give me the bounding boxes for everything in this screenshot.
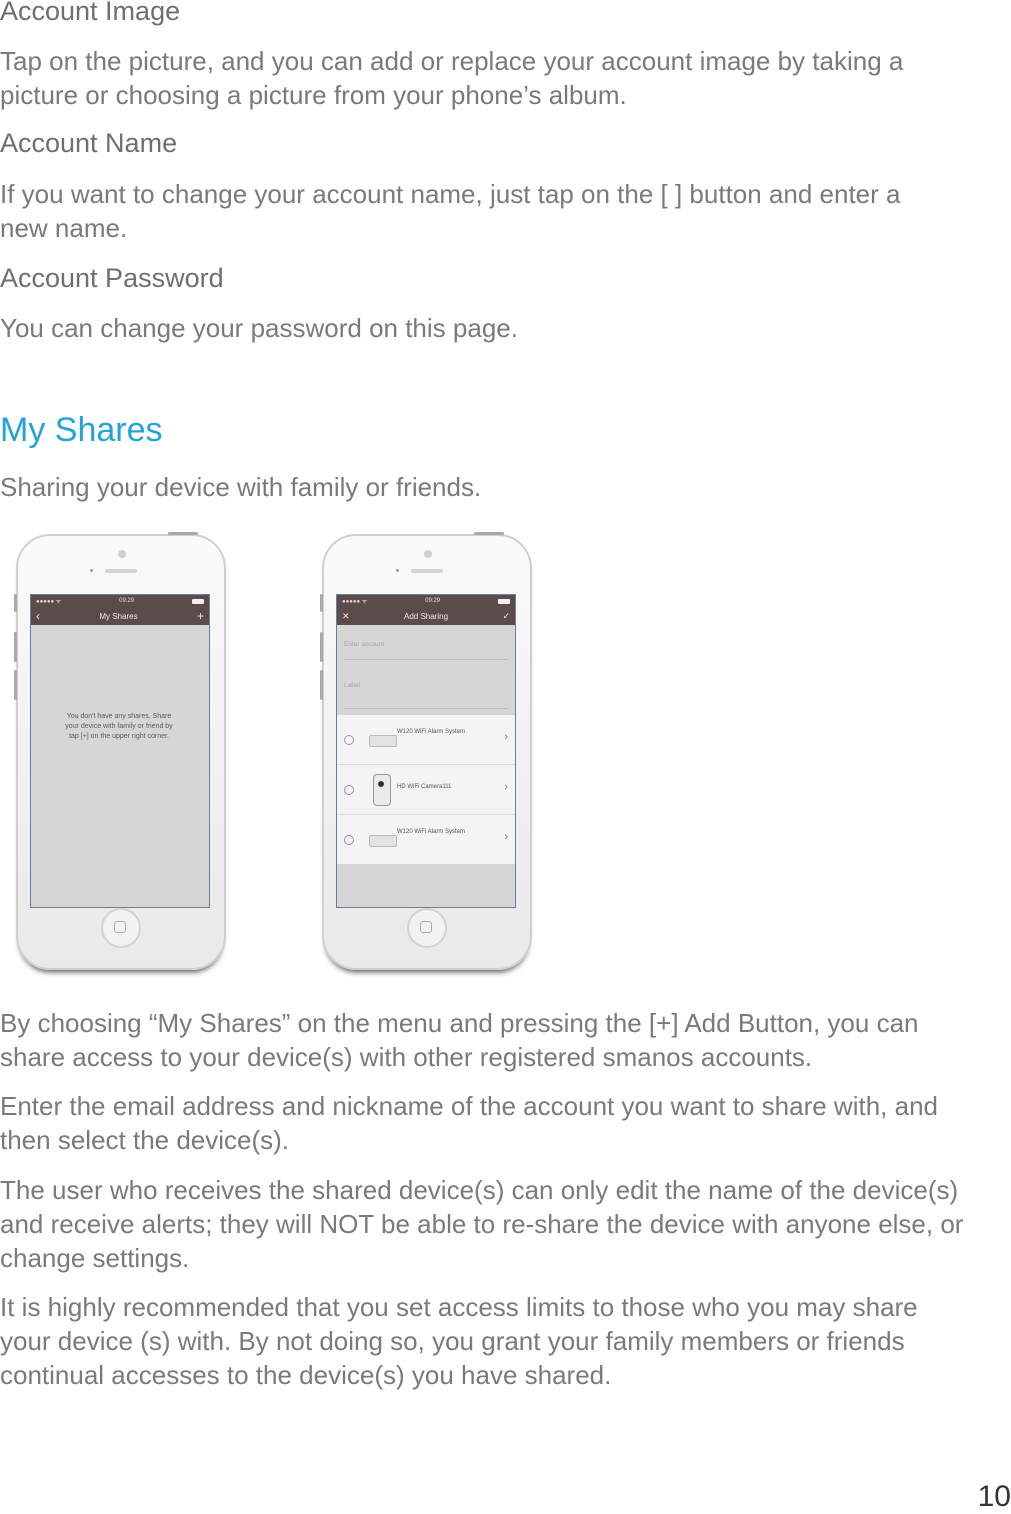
account-name-body-line2: new name. [0, 213, 128, 243]
para3-line1: The user who receives the shared device(s) can only edit the name of the device(s) [0, 1175, 959, 1205]
account-field[interactable]: Enter account [344, 625, 508, 660]
phone1-screen [30, 594, 210, 908]
para3-line2: and receive alerts; they will NOT be able to re-share the device with anyone else, or [0, 1209, 964, 1239]
nav-title: My Shares [99, 611, 138, 621]
nav-bar [31, 607, 209, 625]
radio-button[interactable] [344, 835, 354, 845]
para4-line3: continual accesses to the device(s) you have shared. [0, 1360, 612, 1390]
device-name: W120 WiFi Alarm System [397, 729, 466, 735]
para1-line2: share access to your device(s) with other registered smanos accounts. [0, 1042, 813, 1072]
list-item[interactable] [337, 815, 515, 864]
battery-icon [192, 599, 204, 604]
label-field[interactable]: Label [344, 660, 508, 709]
para4-line2: your device (s) with. By not doing so, you grant your family members or friends [0, 1326, 905, 1356]
para2-line1: Enter the email address and nickname of the account you want to share with, and [0, 1091, 938, 1121]
alarm-hub-icon [369, 735, 397, 747]
status-time: 09:29 [119, 598, 135, 604]
chevron-right-icon: › [504, 781, 508, 793]
para1-line1: By choosing “My Shares” on the menu and pressing the [+] Add Button, you can [0, 1008, 919, 1038]
status-bar [31, 595, 209, 607]
para4-line1: It is highly recommended that you set access limits to those who you may share [0, 1292, 918, 1322]
account-name-heading: Account Name [0, 128, 178, 158]
back-icon[interactable]: ‹ [36, 609, 40, 623]
alarm-hub-icon [369, 835, 397, 847]
status-time: 09:29 [425, 598, 441, 604]
earpiece-speaker [411, 569, 443, 573]
status-bar [337, 595, 515, 607]
signal-indicator: ●●●●● ᯤ [342, 599, 368, 605]
home-button [407, 908, 447, 948]
para3-line3: change settings. [0, 1243, 190, 1273]
chevron-right-icon: › [504, 731, 508, 743]
add-icon[interactable]: + [196, 609, 204, 623]
nav-title: Add Sharing [403, 611, 449, 621]
para2-line2: then select the device(s). [0, 1125, 290, 1155]
signal-indicator: ●●●●● ᯤ [36, 599, 62, 605]
battery-icon [498, 599, 510, 604]
camera-device-icon [373, 774, 391, 806]
phone-add-sharing [322, 534, 532, 970]
phone2-screen [336, 594, 516, 908]
earpiece-speaker [105, 569, 137, 573]
account-name-body-line1: If you want to change your account name, just tap on the [ ] button and enter a [0, 179, 901, 209]
front-camera [424, 550, 432, 558]
device-name: W120 WiFi Alarm System [397, 829, 466, 835]
nav-bar [337, 607, 515, 625]
my-shares-subtitle: Sharing your device with family or friends. [0, 472, 482, 502]
front-camera [118, 550, 126, 558]
account-password-heading: Account Password [0, 263, 224, 293]
home-button [101, 908, 141, 948]
radio-button[interactable] [344, 785, 354, 795]
phone-my-shares [16, 534, 226, 970]
account-image-body-line1: Tap on the picture, and you can add or replace your account image by taking a [0, 46, 904, 76]
account-image-heading: Account Image [0, 0, 181, 26]
my-shares-title: My Shares [0, 411, 163, 449]
close-icon[interactable]: ✕ [342, 610, 350, 621]
confirm-icon[interactable]: ✓ [502, 610, 510, 621]
empty-shares-message: You don't have any shares. Share your device with family or friend by tap [+] on the upper right corner. [65, 713, 173, 740]
list-item[interactable] [337, 715, 515, 765]
device-list [337, 715, 515, 864]
list-item[interactable] [337, 765, 515, 815]
account-image-body-line2: picture or choosing a picture from your phone’s album. [0, 80, 627, 110]
page-number: 10 [977, 1480, 1011, 1513]
radio-button[interactable] [344, 735, 354, 745]
chevron-right-icon: › [504, 831, 508, 843]
device-name: HD WiFi Camera111 [397, 784, 452, 790]
account-password-body-line1: You can change your password on this page. [0, 313, 518, 343]
